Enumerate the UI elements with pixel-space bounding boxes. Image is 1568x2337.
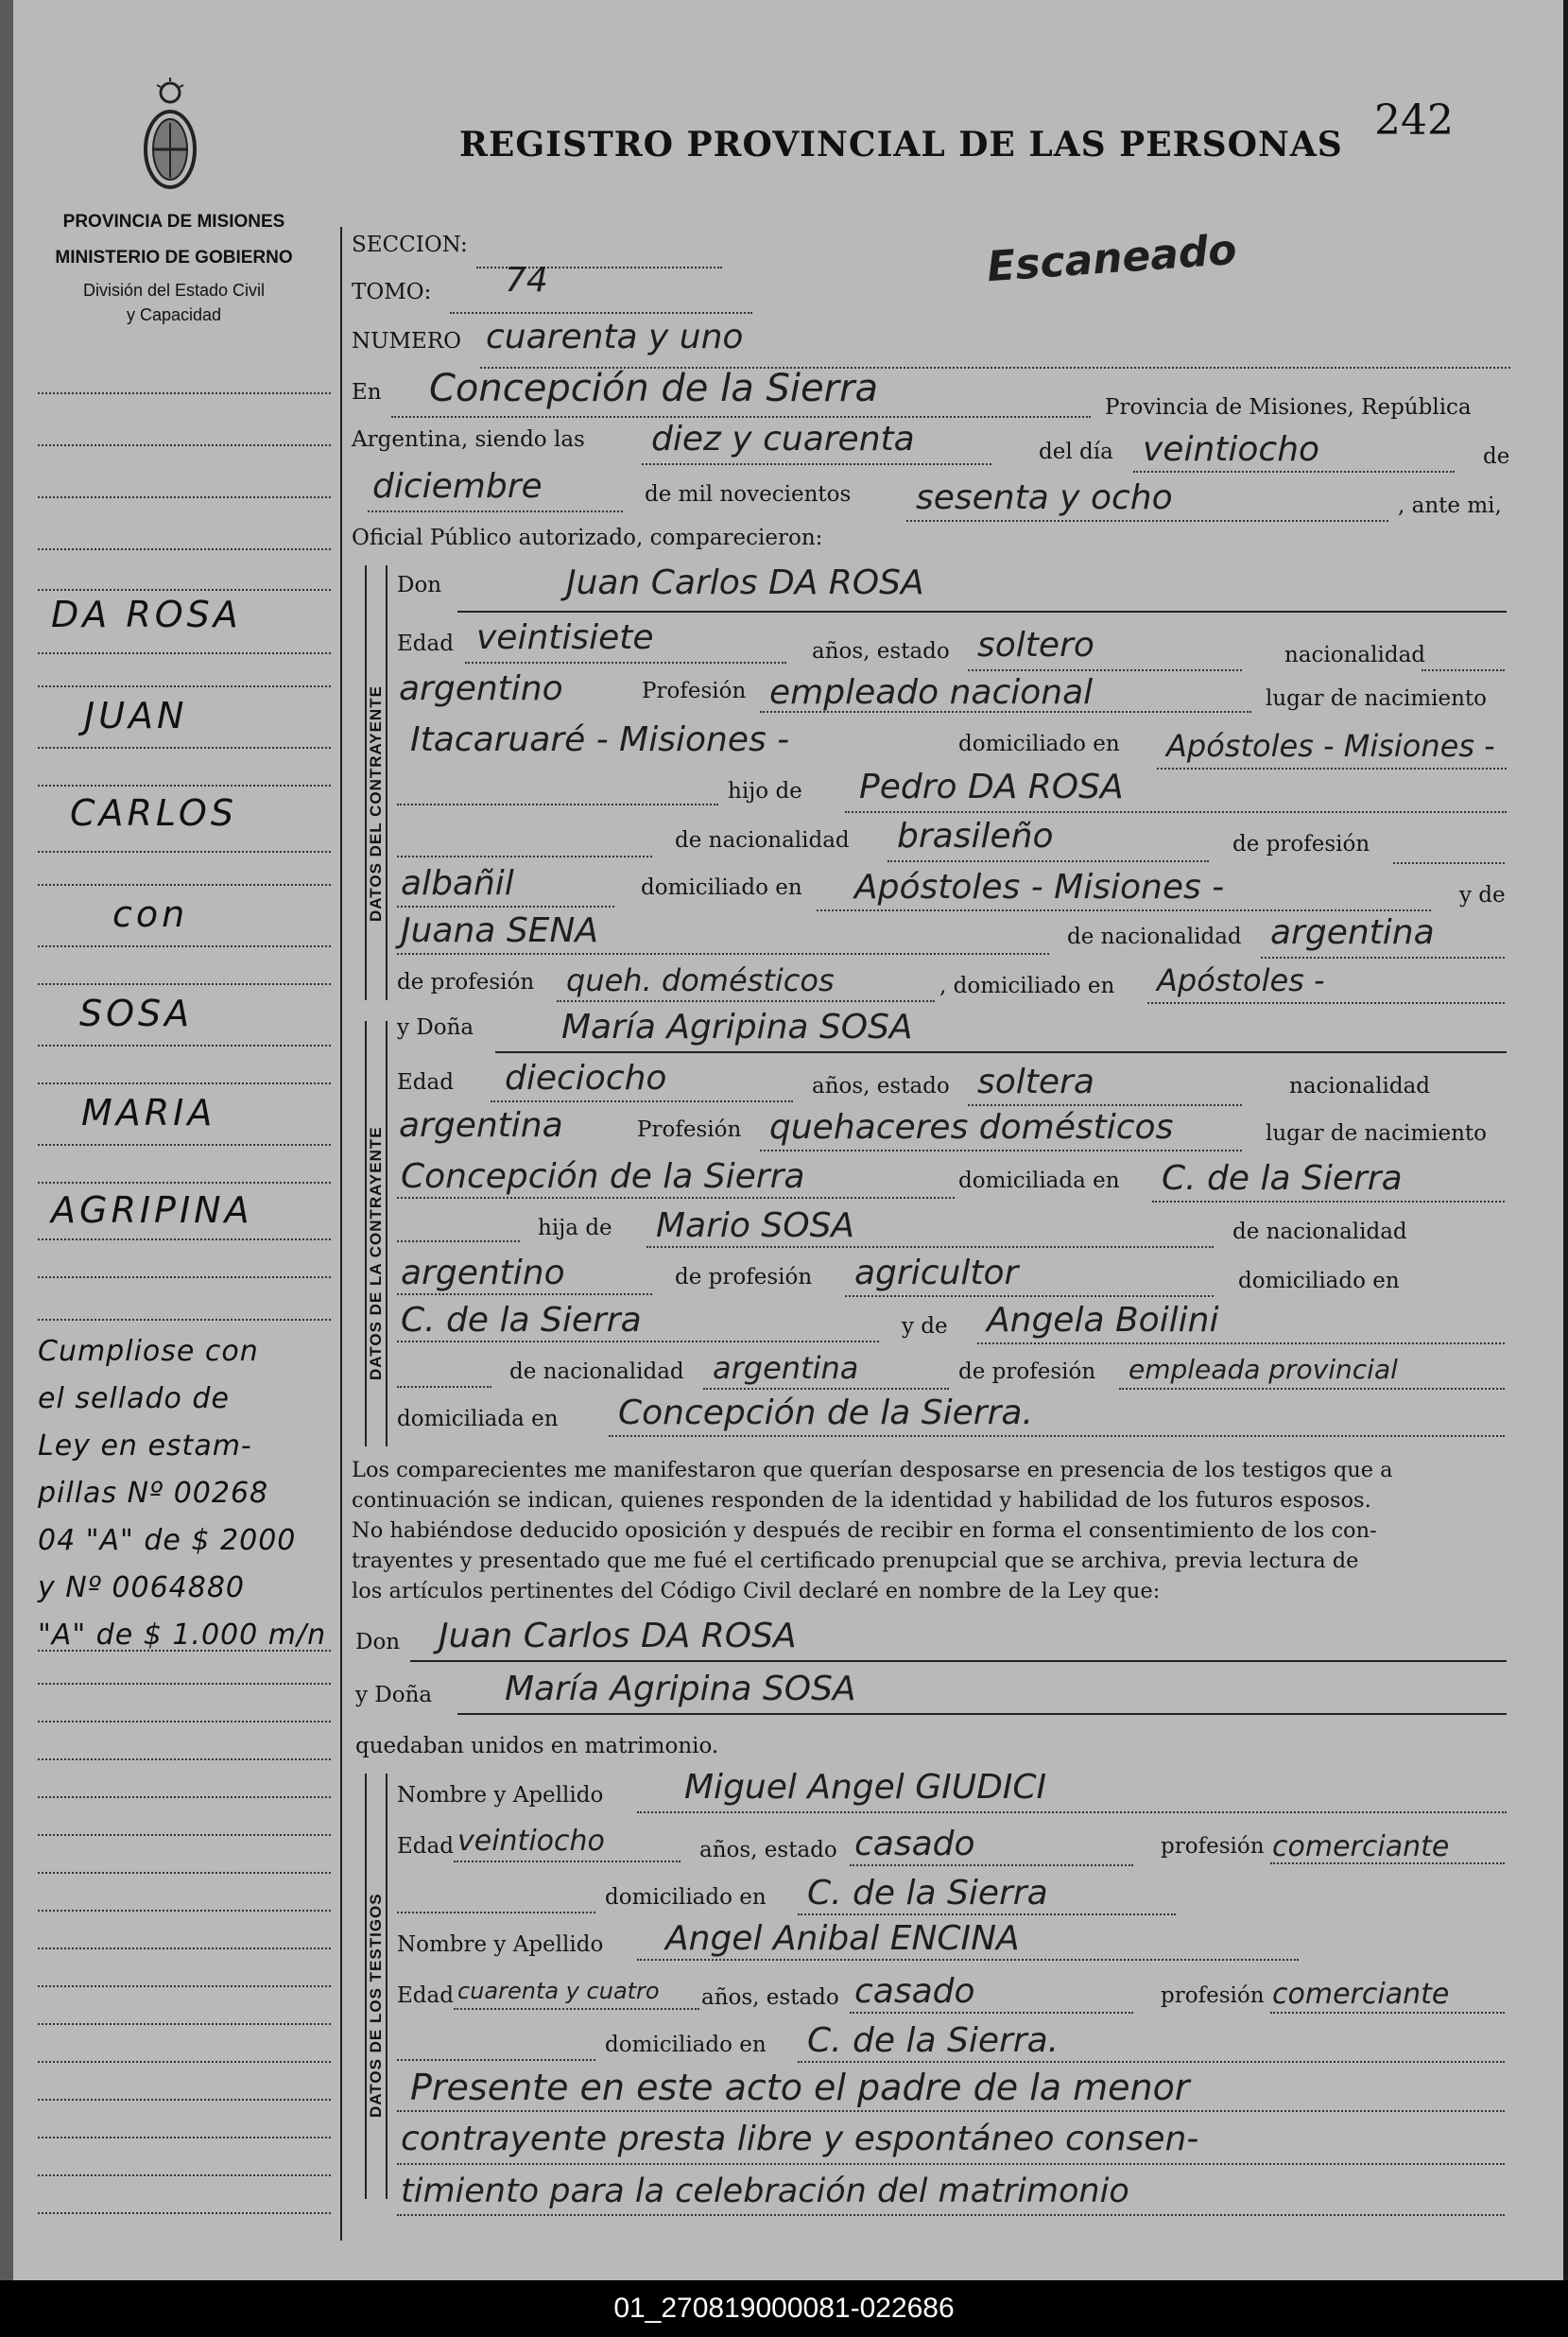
bride-father-nationality: argentino [401, 1254, 565, 1292]
declaration-line5: los artículos pertinentes del Código Civil declaré en nombre de la Ley que: [352, 1579, 1161, 1603]
de-label: de [1483, 444, 1510, 469]
groom-birthplace: Itacaruaré - Misiones - [410, 720, 790, 759]
mother-profesion-label: de profesión [397, 970, 535, 995]
groom-mother-profession: queh. domésticos [566, 962, 835, 998]
coat-of-arms-icon [142, 76, 198, 199]
bride-mother-domicile: Concepción de la Sierra. [618, 1394, 1033, 1432]
groom-civil-status: soltero [977, 626, 1094, 665]
bride-name: María Agripina SOSA [561, 1008, 913, 1047]
bride-birthplace: Concepción de la Sierra [401, 1157, 805, 1196]
day-value: veintiocho [1143, 430, 1320, 469]
witness-note-line3: timiento para la celebración del matrimonio [401, 2173, 1129, 2210]
margin-surname-groom: DA ROSA [51, 594, 242, 635]
witness-note-line2: contrayente presta libre y espontáneo consen- [401, 2120, 1199, 2158]
scanned-annotation: Escaneado [985, 225, 1239, 292]
declaration-line2: continuación se indican, quienes responden de la identidad y habilidad de los futuros esposos. [352, 1488, 1371, 1513]
mother-domicile-label: , domiciliado en [939, 974, 1115, 998]
margin-stamp-note: Cumpliose con el sellado de Ley en estam- pillas Nº 00268 04 "A" de $ 2000 y Nº 0064880 "A" de $ 1.000 m/n [38, 1335, 327, 1652]
argentina-text: Argentina, siendo las [352, 427, 585, 452]
lugar-nacimiento-label: lugar de nacimiento [1266, 686, 1487, 711]
groom-father: Pedro DA ROSA [859, 768, 1124, 806]
bride-nacionalidad-label: nacionalidad [1289, 1074, 1431, 1099]
profesion-label: Profesión [642, 679, 747, 703]
edad-label: Edad [397, 632, 454, 656]
bride-mother-nac-label: de nacionalidad [509, 1359, 684, 1384]
declaration-groom: Juan Carlos DA ROSA [439, 1617, 797, 1655]
page-number: 242 [1374, 96, 1454, 145]
dona-label: y Doña [397, 1015, 474, 1040]
bride-father-domicile: C. de la Sierra [401, 1301, 642, 1340]
w1-domicile-label: domiciliado en [605, 1885, 767, 1910]
numero-value: cuarenta y uno [486, 318, 744, 356]
w2-name: Angel Anibal ENCINA [665, 1919, 1020, 1958]
w2-domicile-label: domiciliado en [605, 2033, 767, 2057]
contrayente-section-label: DATOS DEL CONTRAYENTE [367, 685, 385, 922]
anos-estado-label: años, estado [812, 639, 950, 664]
bride-father-dom-label: domiciliado en [1238, 1269, 1400, 1293]
bride-anos-estado-label: años, estado [812, 1074, 950, 1099]
groom-age: veintisiete [476, 618, 654, 657]
page-edge [0, 0, 13, 2280]
declaration-closing: quedaban unidos en matrimonio. [355, 1734, 719, 1758]
bride-lugar-label: lugar de nacimiento [1266, 1121, 1487, 1146]
w2-edad-label: Edad [397, 1983, 454, 2008]
document-page [13, 0, 1563, 2280]
bride-mother-prof-label: de profesión [958, 1359, 1096, 1384]
month-value: diciembre [372, 467, 543, 506]
margin-second-name-groom: CARLOS [70, 792, 237, 834]
year-value: sesenta y ocho [916, 478, 1173, 517]
bride-age: dieciocho [505, 1059, 667, 1098]
bride-profession: quehaceres domésticos [769, 1108, 1174, 1147]
bride-profesion-label: Profesión [637, 1117, 742, 1142]
bride-domiciliada-label: domiciliada en [958, 1168, 1120, 1193]
groom-name: Juan Carlos DA ROSA [566, 563, 924, 602]
witness-note-line1: Presente en este acto el padre de la menor [410, 2067, 1190, 2108]
contrayenta-section-label: DATOS DE LA CONTRAYENTE [367, 1126, 385, 1380]
mother-nacionalidad-label: de nacionalidad [1067, 925, 1242, 949]
bride-civil-status: soltera [977, 1063, 1094, 1101]
ante-mi-label: , ante mi, [1398, 493, 1502, 518]
nacionalidad-label: nacionalidad [1284, 643, 1426, 667]
bride-mother-dom-label: domiciliada en [397, 1407, 559, 1431]
footer-code: 01_270819000081-022686 [0, 2280, 1568, 2337]
declaration-dona-label: y Doña [355, 1683, 433, 1707]
margin-second-name-bride: AGRIPINA [51, 1189, 253, 1231]
bride-nationality: argentina [399, 1106, 563, 1145]
w1-anos-estado-label: años, estado [699, 1838, 837, 1862]
father-nacionalidad-label: de nacionalidad [675, 828, 850, 853]
bride-father: Mario SOSA [656, 1206, 855, 1245]
oficial-text: Oficial Público autorizado, comparecieron: [352, 526, 823, 550]
domiciliado-label: domiciliado en [958, 732, 1120, 756]
margin-surname-bride: SOSA [79, 993, 194, 1034]
w2-profesion-label: profesión [1161, 1983, 1265, 2008]
seccion-label: SECCION: [352, 233, 468, 257]
margin-first-name-groom: JUAN [84, 695, 188, 736]
don-label: Don [397, 573, 442, 597]
groom-father-domicile: Apóstoles - Misiones - [854, 868, 1225, 907]
father-domicile-label: domiciliado en [641, 875, 802, 900]
place-value: Concepción de la Sierra [429, 367, 878, 410]
groom-mother-nationality: argentina [1270, 913, 1435, 952]
page-title: REGISTRO PROVINCIAL DE LAS PERSONAS [459, 125, 1343, 164]
w2-nombre-label: Nombre y Apellido [397, 1932, 604, 1957]
bride-father-nac-label: de nacionalidad [1232, 1220, 1407, 1244]
declaration-don-label: Don [355, 1630, 401, 1654]
w1-profession: comerciante [1272, 1830, 1450, 1863]
bride-mother-nationality: argentina [713, 1350, 859, 1386]
y-de-label: y de [1459, 883, 1506, 908]
division-line2: y Capacidad [126, 305, 222, 324]
bride-mother: Angela Boilini [987, 1301, 1219, 1340]
groom-nationality: argentino [399, 669, 563, 708]
del-dia-label: del día [1039, 440, 1113, 464]
province-label: PROVINCIA DE MISIONES [62, 212, 285, 232]
ministry-label: MINISTERIO DE GOBIERNO [55, 248, 293, 268]
w2-anos-estado-label: años, estado [701, 1985, 839, 2010]
margin-first-name-bride: MARIA [81, 1092, 216, 1134]
w2-age: cuarenta y cuatro [457, 1978, 660, 2004]
bride-domicile: C. de la Sierra [1162, 1159, 1403, 1198]
declaration-bride: María Agripina SOSA [505, 1670, 856, 1708]
groom-profession: empleado nacional [769, 673, 1094, 712]
testigos-section-label: DATOS DE LOS TESTIGOS [367, 1893, 385, 2118]
tomo-label: TOMO: [352, 280, 432, 304]
groom-father-profession: albañil [401, 864, 514, 903]
declaration-line1: Los comparecientes me manifestaron que querían desposarse en presencia de los testigos que a [352, 1458, 1393, 1482]
bride-y-de-label: y de [902, 1314, 948, 1339]
groom-father-nationality: brasileño [897, 817, 1054, 856]
w1-edad-label: Edad [397, 1834, 454, 1859]
bride-edad-label: Edad [397, 1070, 454, 1095]
hour-value: diez y cuarenta [651, 420, 915, 459]
en-label: En [352, 380, 382, 405]
w1-status: casado [854, 1825, 975, 1863]
w1-domicile: C. de la Sierra [807, 1874, 1048, 1913]
w2-profession: comerciante [1272, 1978, 1450, 2011]
w1-nombre-label: Nombre y Apellido [397, 1783, 604, 1808]
w2-domicile: C. de la Sierra. [807, 2021, 1060, 2060]
groom-mother: Juana SENA [401, 911, 598, 950]
margin-rule [340, 227, 342, 2241]
bride-father-profession: agricultor [854, 1254, 1019, 1292]
tomo-value: 74 [505, 261, 548, 300]
margin-con: con [112, 893, 189, 935]
w1-age: veintiocho [457, 1825, 605, 1858]
declaration-line4: trayentes y presentado que me fué el certificado prenupcial que se archiva, previa lectura de [352, 1549, 1359, 1573]
hijo-label: hijo de [728, 779, 802, 804]
provincia-text: Provincia de Misiones, República [1105, 395, 1472, 420]
division-line1: División del Estado Civil [82, 281, 266, 300]
w1-name: Miguel Angel GIUDICI [684, 1768, 1047, 1807]
de-mil-label: de mil novecientos [645, 482, 852, 507]
declaration-line3: No habiéndose deducido oposición y después de recibir en forma el consentimiento de los con- [352, 1518, 1377, 1543]
numero-label: NUMERO [352, 329, 462, 354]
father-profesion-label: de profesión [1232, 832, 1370, 857]
w2-status: casado [854, 1972, 975, 2011]
groom-mother-domicile: Apóstoles - [1157, 962, 1325, 998]
groom-domicile: Apóstoles - Misiones - [1166, 728, 1495, 764]
w1-profesion-label: profesión [1161, 1834, 1265, 1859]
bride-father-prof-label: de profesión [675, 1265, 813, 1290]
bride-mother-profession: empleada provincial [1129, 1354, 1398, 1385]
bride-hija-label: hija de [538, 1216, 612, 1240]
